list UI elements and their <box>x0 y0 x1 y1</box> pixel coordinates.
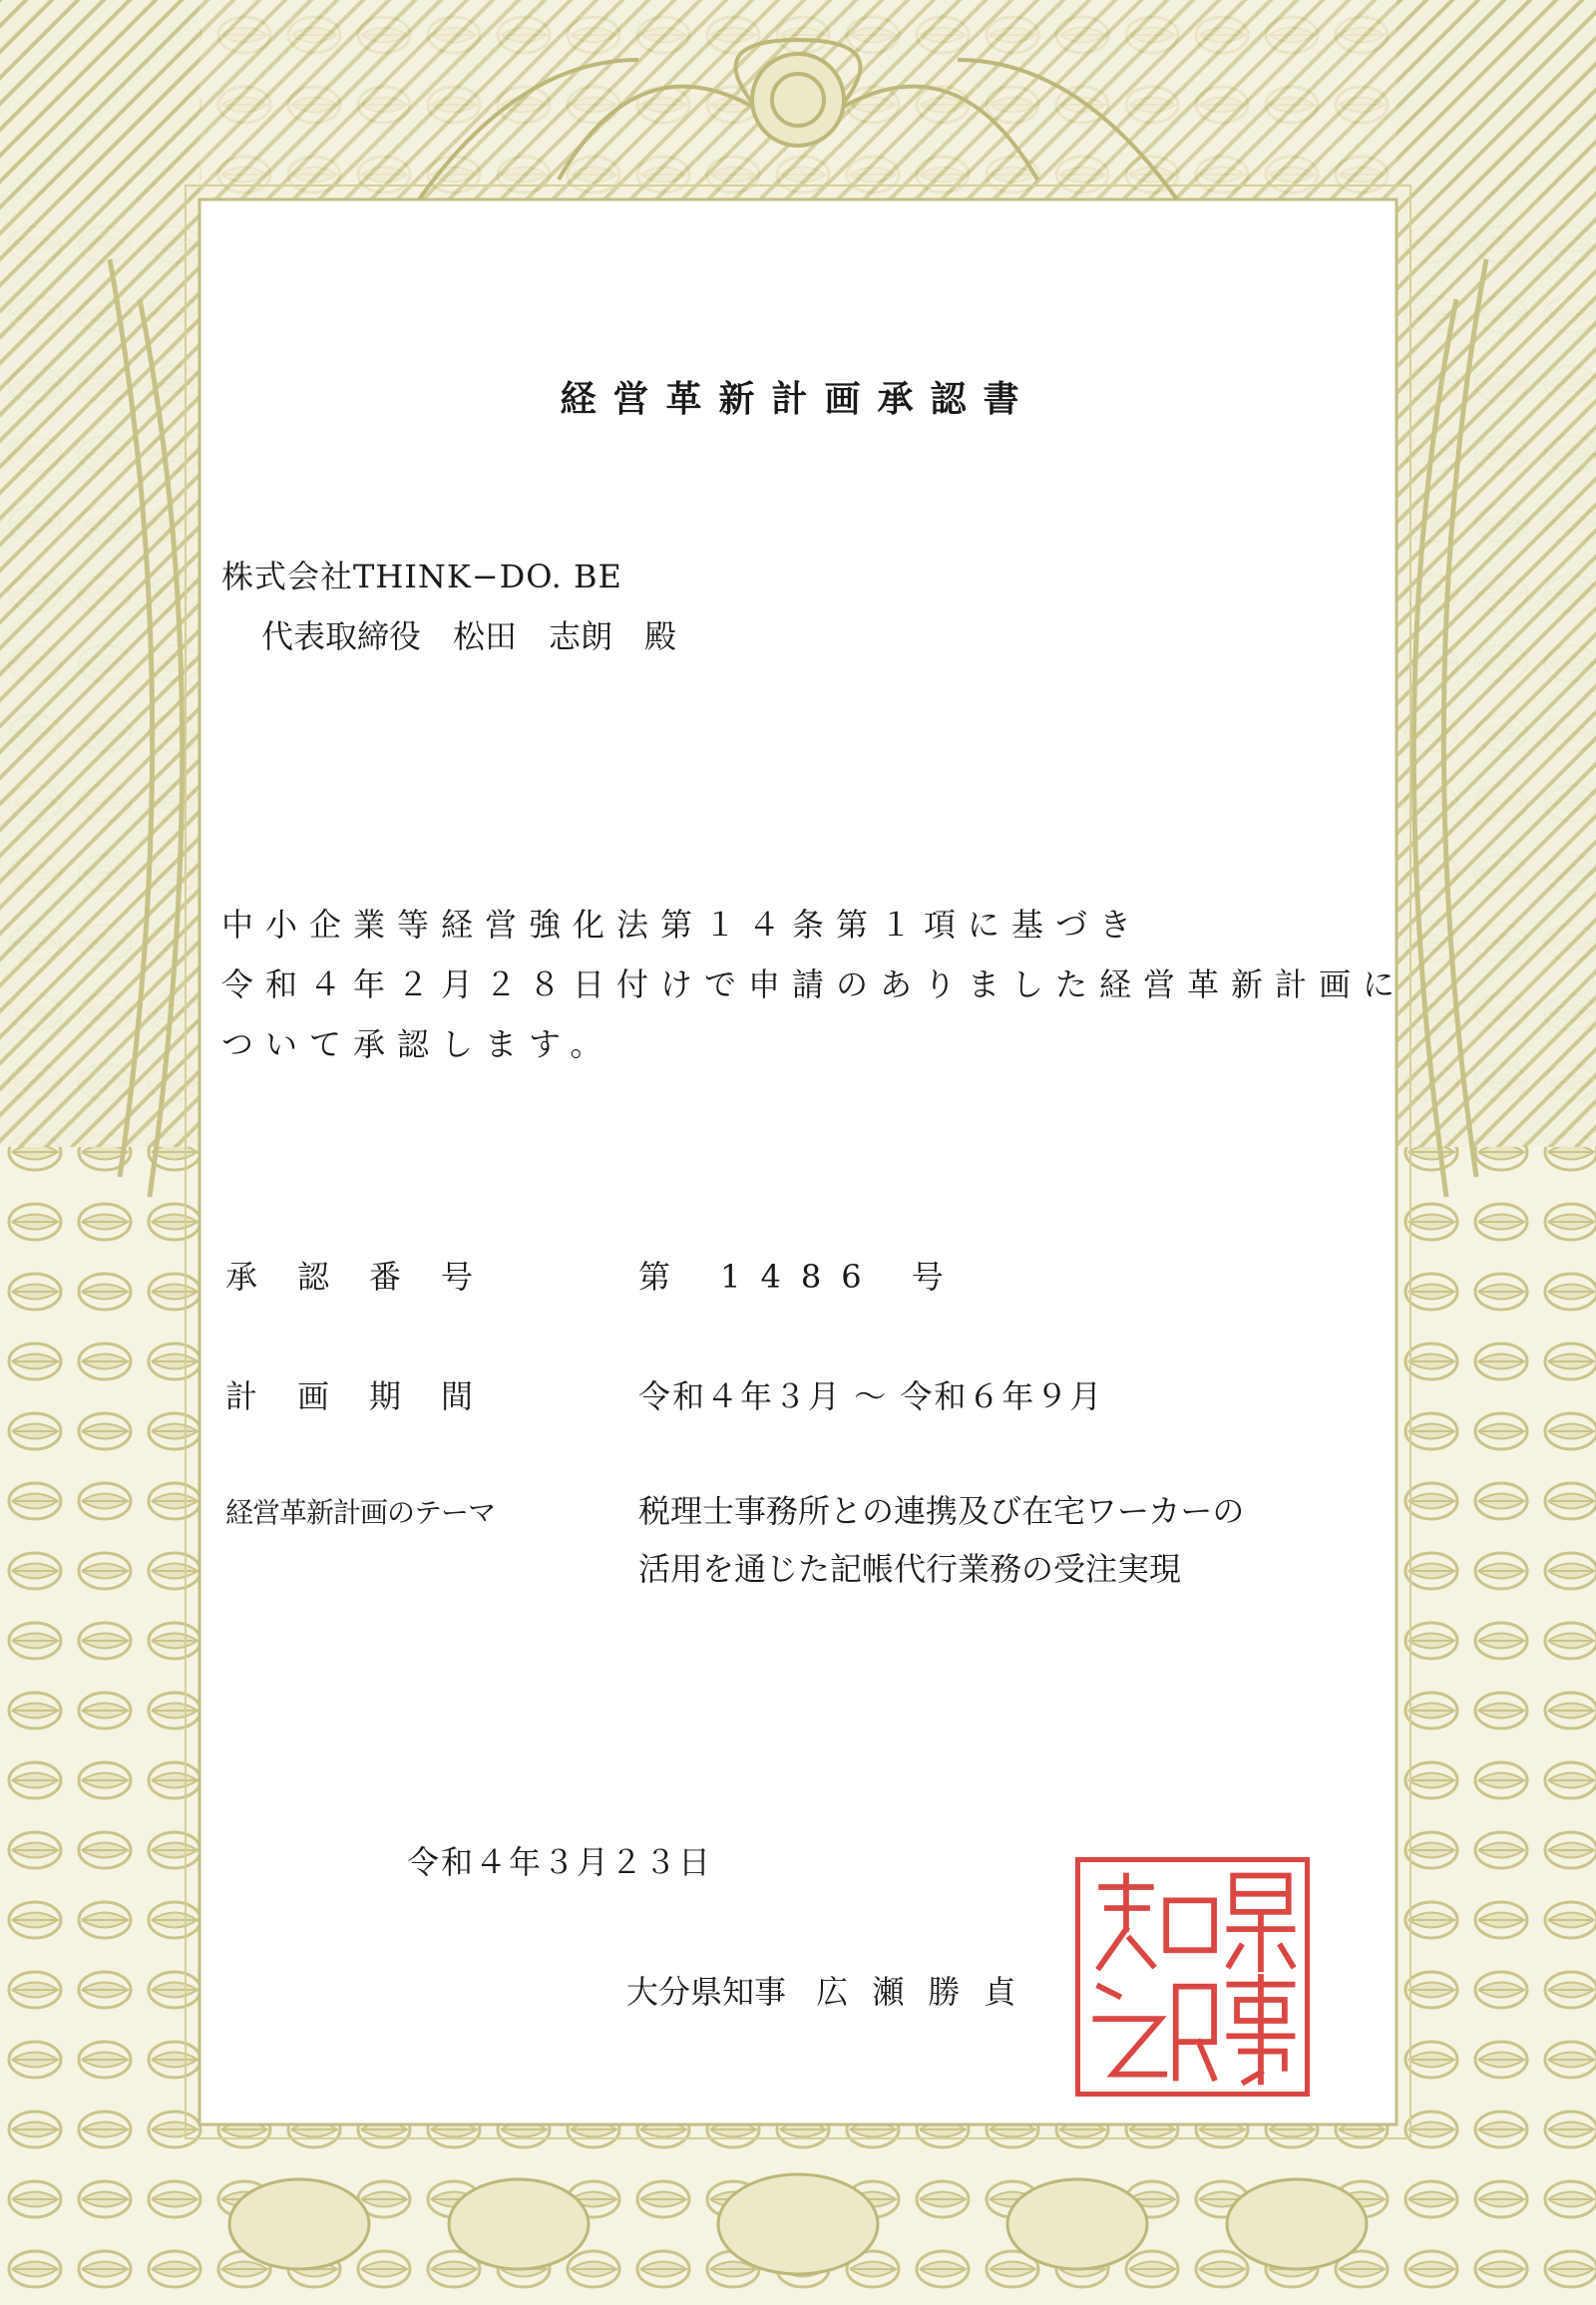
plan-period-value: 令和４年３月 〜 令和６年９月 <box>638 1377 1104 1415</box>
document-title: 経営革新計画承認書 <box>560 378 1036 420</box>
body-line: 令和４年２月２８日付けで申請のありました経営革新計画に <box>221 965 1407 1003</box>
issuer-title: 大分県知事 <box>626 1973 787 2011</box>
official-seal-icon <box>1075 1857 1310 2097</box>
theme-value-line: 活用を通じた記帳代行業務の受注実現 <box>638 1550 1182 1588</box>
plan-period-label: 計画期間 <box>225 1377 514 1415</box>
recipient-representative: 代表取締役 松田 志朗 殿 <box>261 617 677 655</box>
issuer-signature-line <box>626 1967 1039 2013</box>
theme-value-line: 税理士事務所との連携及び在宅ワーカーの <box>638 1492 1245 1530</box>
approval-number-value: 第 1486 号 <box>638 1258 964 1296</box>
theme-label: 経営革新計画のテーマ <box>225 1496 496 1529</box>
body-line: 中小企業等経営強化法第１４条第１項に基づき <box>221 906 1144 944</box>
approval-number-label: 承認番号 <box>225 1258 514 1296</box>
issue-date: 令和４年３月２３日 <box>407 1843 713 1881</box>
recipient-company: 株式会社THINK−DO. BE <box>221 558 622 595</box>
body-line: ついて承認します。 <box>221 1025 614 1063</box>
issuer-name: 広瀬勝貞 <box>816 1973 1040 2011</box>
